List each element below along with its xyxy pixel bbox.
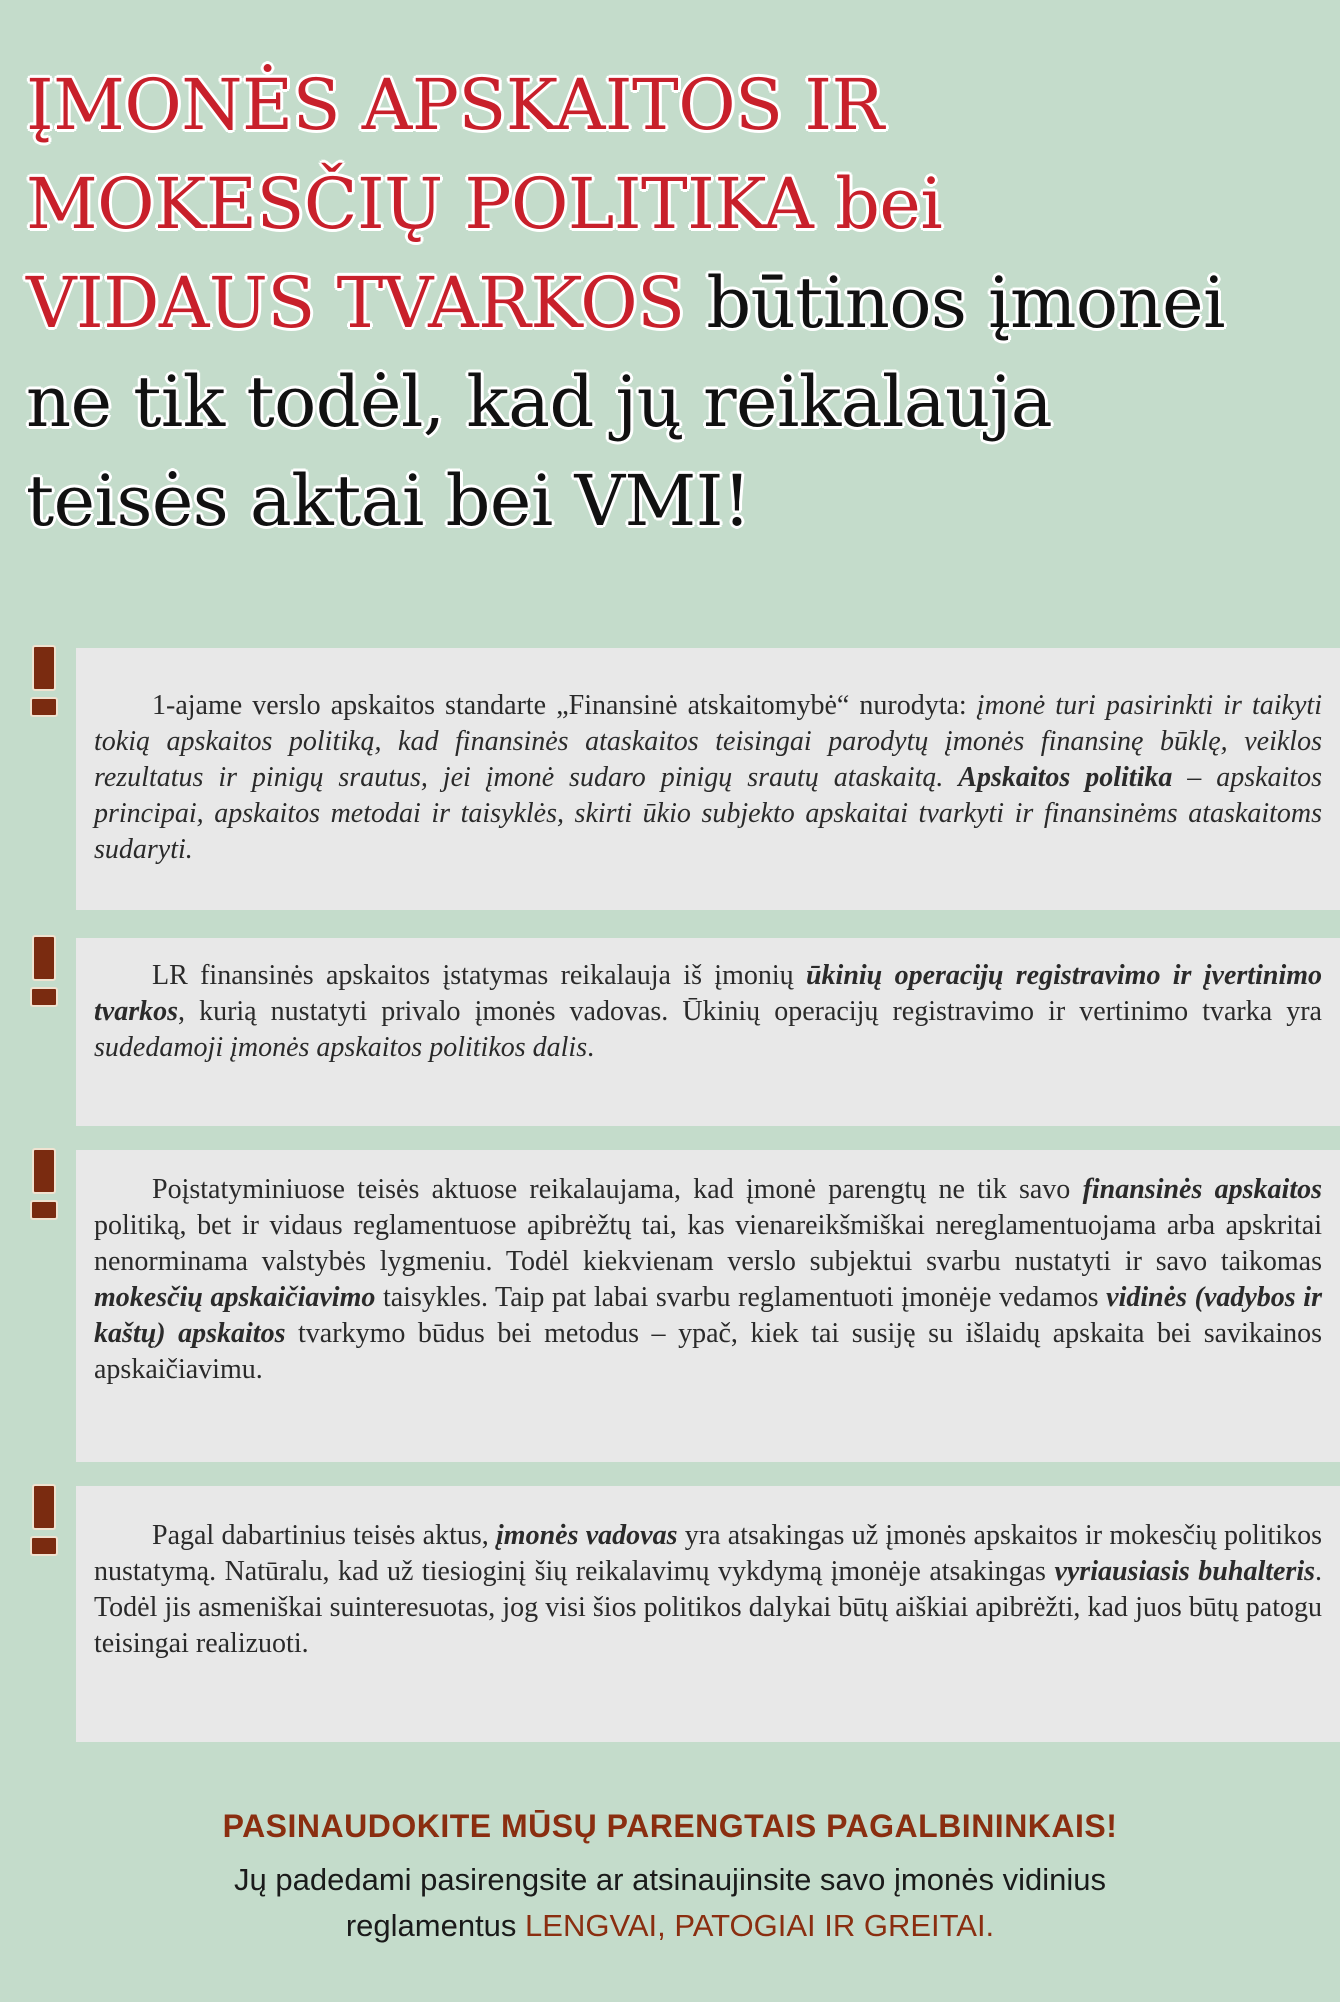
info-block-3-text: Poįstatyminiuose teisės aktuose reikalaujama, kad įmonė parengtų ne tik savo finansinės apskaitos politiką, bet ir vidaus reglamentuose apibrėžtų tai, kas vienareikšmiškai nereglamentuojama arba apskritai nenorminama valstybės lygmeniu. Todėl kiekvienam verslo subjektui svarbu nustatyti ir savo taikomas mokesčių apskaičiavimo taisykles. Taip pat labai svarbu reglamentuoti įmonėje vedamos vidinės (vadybos ir kaštų) apskaitos tvarkymo būdus bei metodus – ypač, kiek tai susiję su išlaidų apskaita bei savikainos apskaičiavimu. (94, 1174, 1322, 1385)
info-block-4 (76, 1486, 1340, 1742)
cta-line-2: reglamentus LENGVAI, PATOGIAI IR GREITAI. (345, 1908, 995, 1943)
info-block-1-text: 1-ajame verslo apskaitos standarte „Finansinė atskaitomybė“ nurodyta: įmonė turi pasirinkti ir taikyti tokią apskaitos politiką, kad finansinės ataskaitos teisingai parodytų įmonės finansinę būklę, veiklos rezultatus ir pinigų srautus, jei įmonė sudaro pinigų srautų ataskaitą. Apskaitos politika – apskaitos principai, apskaitos metodai ir taisyklės, skirti ūkio subjekto apskaitai tvarkyti ir finansinėms ataskaitoms sudaryti. (94, 690, 1322, 865)
headline-red-line-1: ĮMONĖS APSKAITOS IR (26, 64, 884, 146)
headline-line-5: teisės aktai bei VMI! (26, 460, 751, 542)
info-block-2-text: LR finansinės apskaitos įstatymas reikalauja iš įmonių ūkinių operacijų registravimo ir įvertinimo tvarkos, kurią nustatyti privalo įmonės vadovas. Ūkinių operacijų registravimo ir vertinimo tvarka yra sudedamoji įmonės apskaitos politikos dalis. (94, 960, 1322, 1063)
cta-line-1: Jų padedami pasirengsite ar atsinaujinsite savo įmonės vidinius (234, 1862, 1106, 1897)
headline-red-line-3: VIDAUS TVARKOS (26, 262, 685, 344)
headline (26, 56, 1326, 551)
info-block-1 (76, 648, 1340, 910)
headline-red-line-2: MOKESČIŲ POLITIKA bei (26, 163, 943, 245)
info-block-4-text: Pagal dabartinius teisės aktus, įmonės vadovas yra atsakingas už įmonės apskaitos ir mokesčių politikos nustatymą. Natūralu, kad už tiesioginį šių reikalavimų vykdymą įmonėje atsakingas vyriausiasis buhalteris. Todėl jis asmeniškai suinteresuotas, jog visi šios politikos dalykai būtų aiškiai apibrėžti, kad juos būtų patogu teisingai realizuoti. (94, 1520, 1322, 1659)
cta-title: PASINAUDOKITE MŪSŲ PARENGTAIS PAGALBININKAIS! (222, 1808, 1118, 1844)
info-block-2 (76, 938, 1340, 1126)
headline-line-3-tail: būtinos įmonei (684, 262, 1225, 344)
headline-line-4: ne tik todėl, kad jų reikalauja (26, 361, 1053, 443)
info-block-3 (76, 1150, 1340, 1462)
cta-accent: LENGVAI, PATOGIAI IR GREITAI. (525, 1908, 995, 1943)
